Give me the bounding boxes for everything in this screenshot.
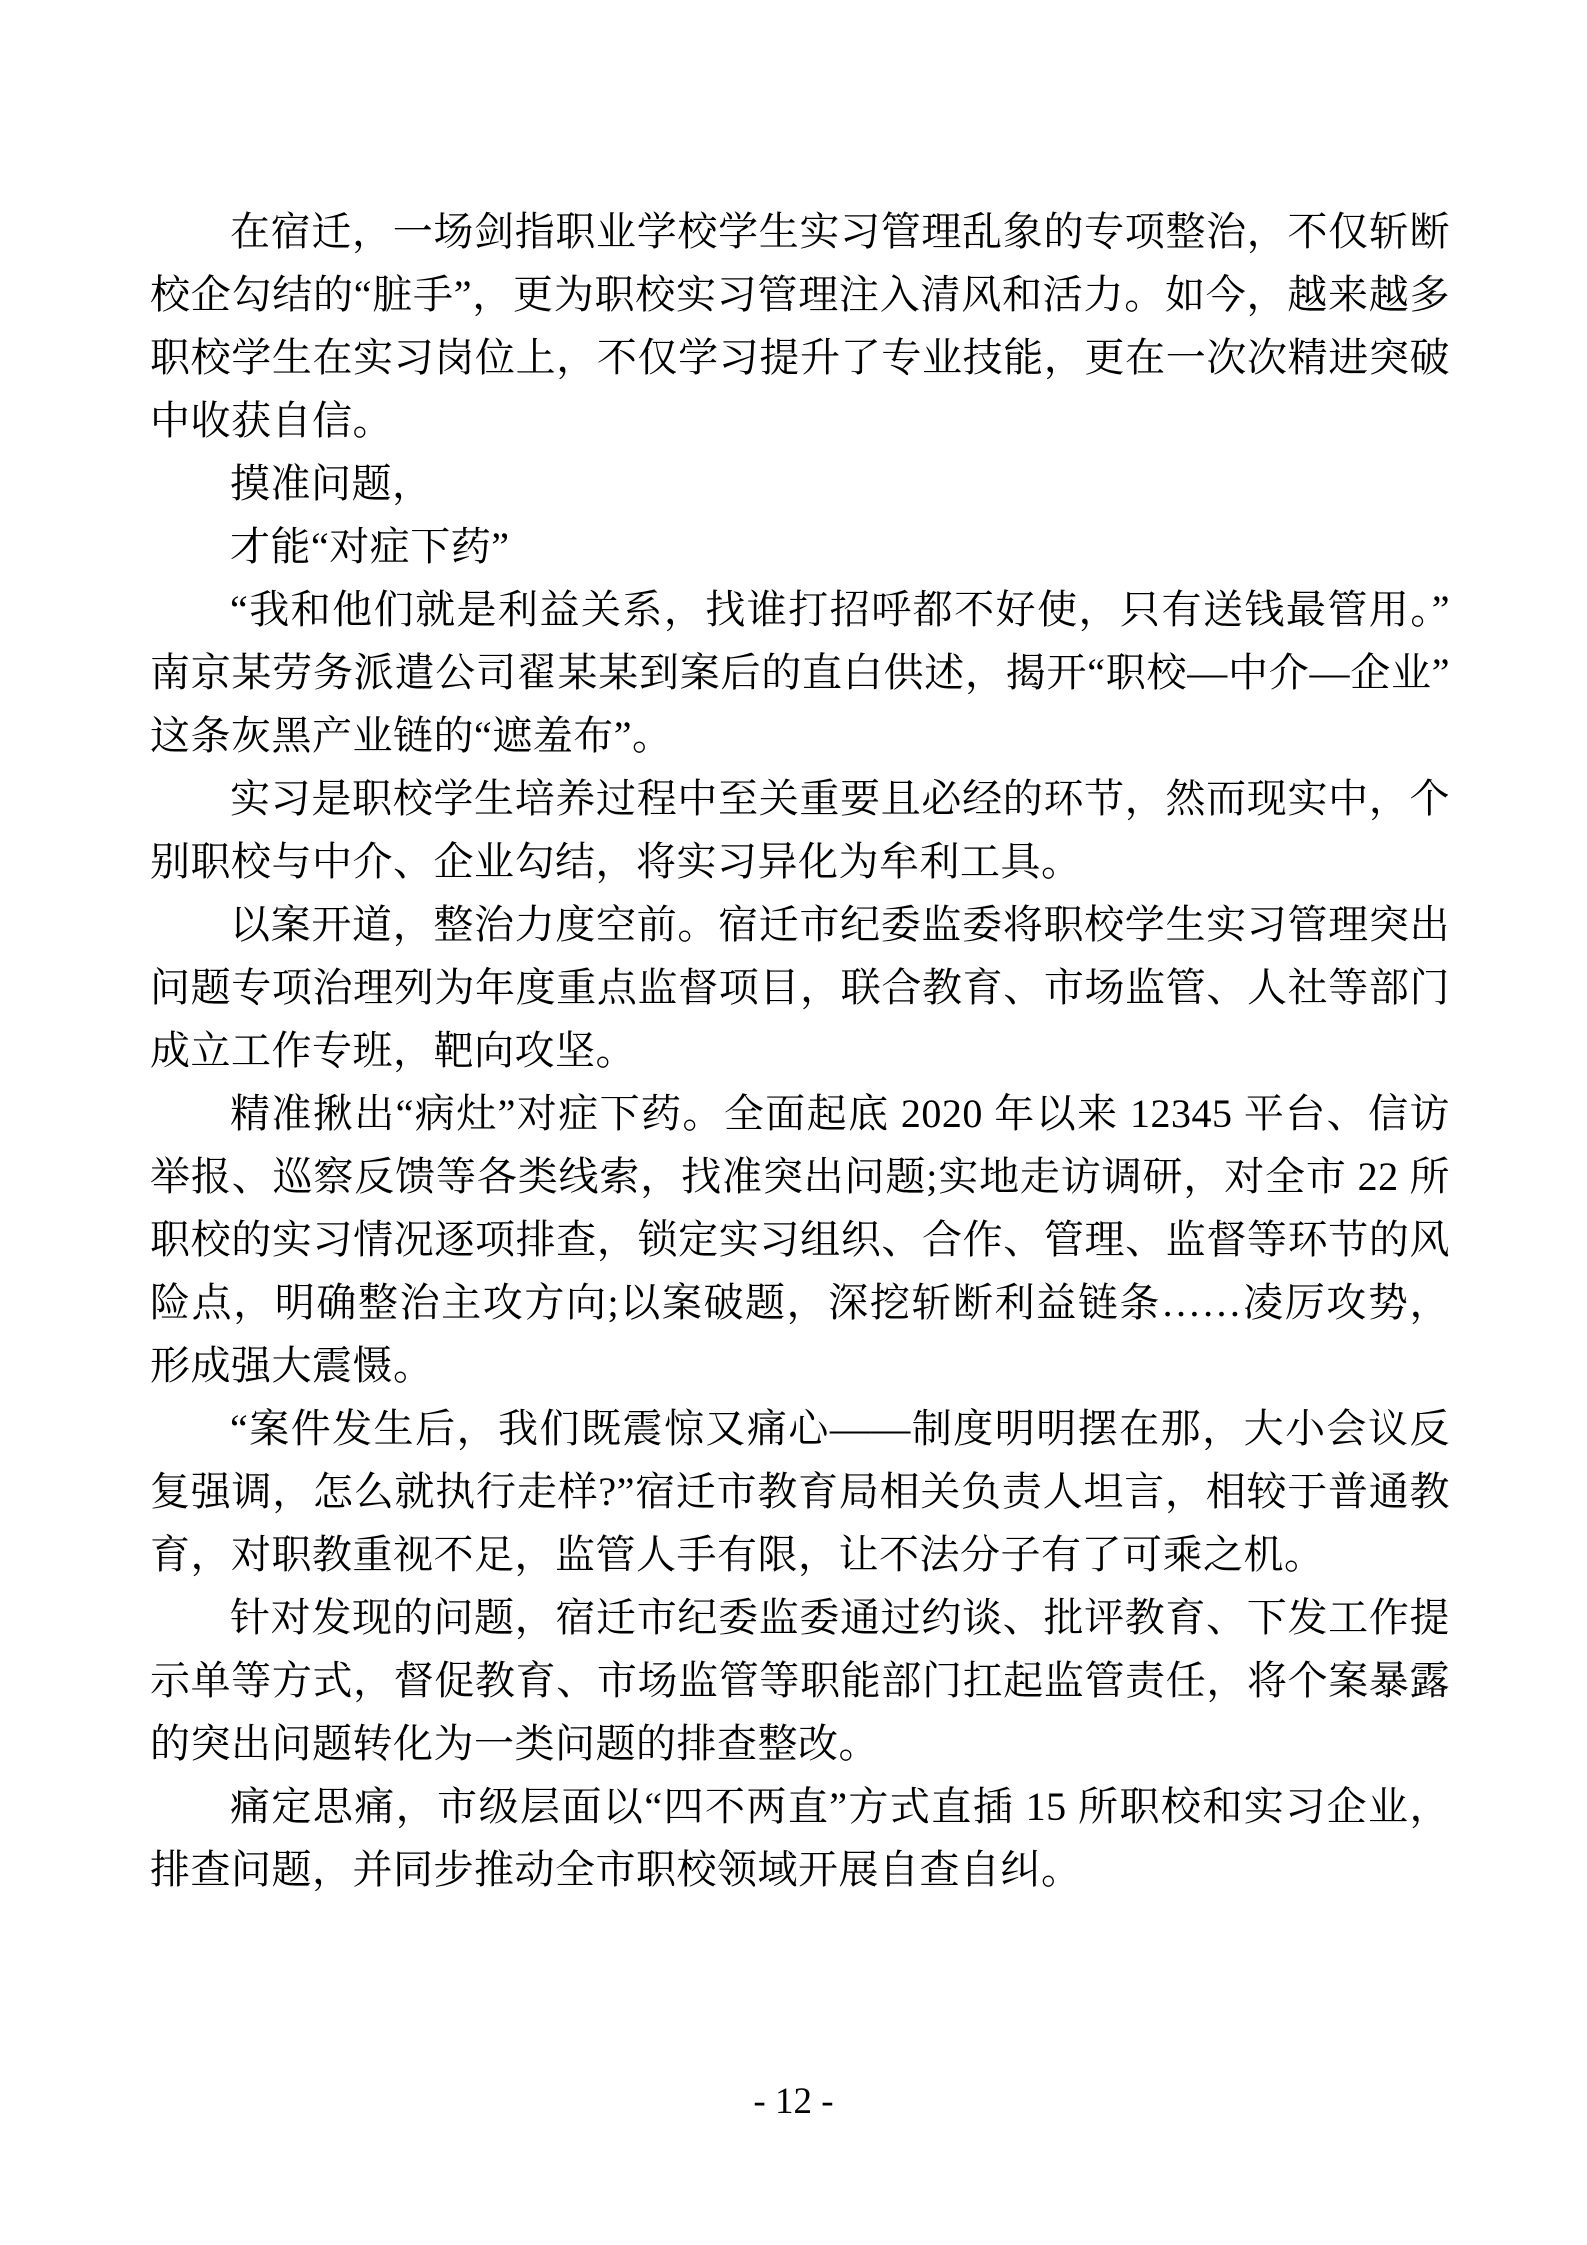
- document-body: [150, 200, 1450, 1901]
- paragraph: “我和他们就是利益关系，找谁打招呼都不好使，只有送钱最管用。”南京某劳务派遣公司翟某某到案后的直白供述，揭开“职校—中介—企业”这条灰黑产业链的“遮羞布”。: [150, 587, 1450, 758]
- paragraph: 痛定思痛，市级层面以“四不两直”方式直插 15 所职校和实习企业，排查问题，并同步推动全市职校领域开展自查自纠。: [150, 1784, 1450, 1892]
- page-number: - 12 -: [753, 2081, 834, 2122]
- paragraph: 针对发现的问题，宿迁市纪委监委通过约谈、批评教育、下发工作提示单等方式，督促教育、市场监管等职能部门扛起监管责任，将个案暴露的突出问题转化为一类问题的排查整改。: [150, 1595, 1450, 1766]
- paragraph: 才能“对症下药”: [230, 524, 510, 569]
- paragraph: “案件发生后，我们既震惊又痛心——制度明明摆在那，大小会议反复强调，怎么就执行走样?”宿迁市教育局相关负责人坦言，相较于普通教育，对职教重视不足，监管人手有限，让不法分子有了可乘之机。: [150, 1406, 1450, 1577]
- paragraph: 实习是职校学生培养过程中至关重要且必经的环节，然而现实中，个别职校与中介、企业勾结，将实习异化为牟利工具。: [150, 776, 1450, 884]
- paragraph: 精准揪出“病灶”对症下药。全面起底 2020 年以来 12345 平台、信访举报、巡察反馈等各类线索，找准突出问题;实地走访调研，对全市 22 所职校的实习情况逐项排查，锁定实习组织、合作、管理、监督等环节的风险点，明确整治主攻方向;以案破题，深挖斩断利益链条……凌厉攻势，形成强大震慑。: [150, 1091, 1450, 1388]
- paragraph: 在宿迁，一场剑指职业学校学生实习管理乱象的专项整治，不仅斩断校企勾结的“脏手”，更为职校实习管理注入清风和活力。如今，越来越多职校学生在实习岗位上，不仅学习提升了专业技能，更在一次次精进突破中收获自信。: [150, 209, 1450, 443]
- paragraph: 以案开道，整治力度空前。宿迁市纪委监委将职校学生实习管理突出问题专项治理列为年度重点监督项目，联合教育、市场监管、人社等部门成立工作专班，靶向攻坚。: [150, 902, 1450, 1073]
- paragraph: 摸准问题，: [230, 461, 433, 506]
